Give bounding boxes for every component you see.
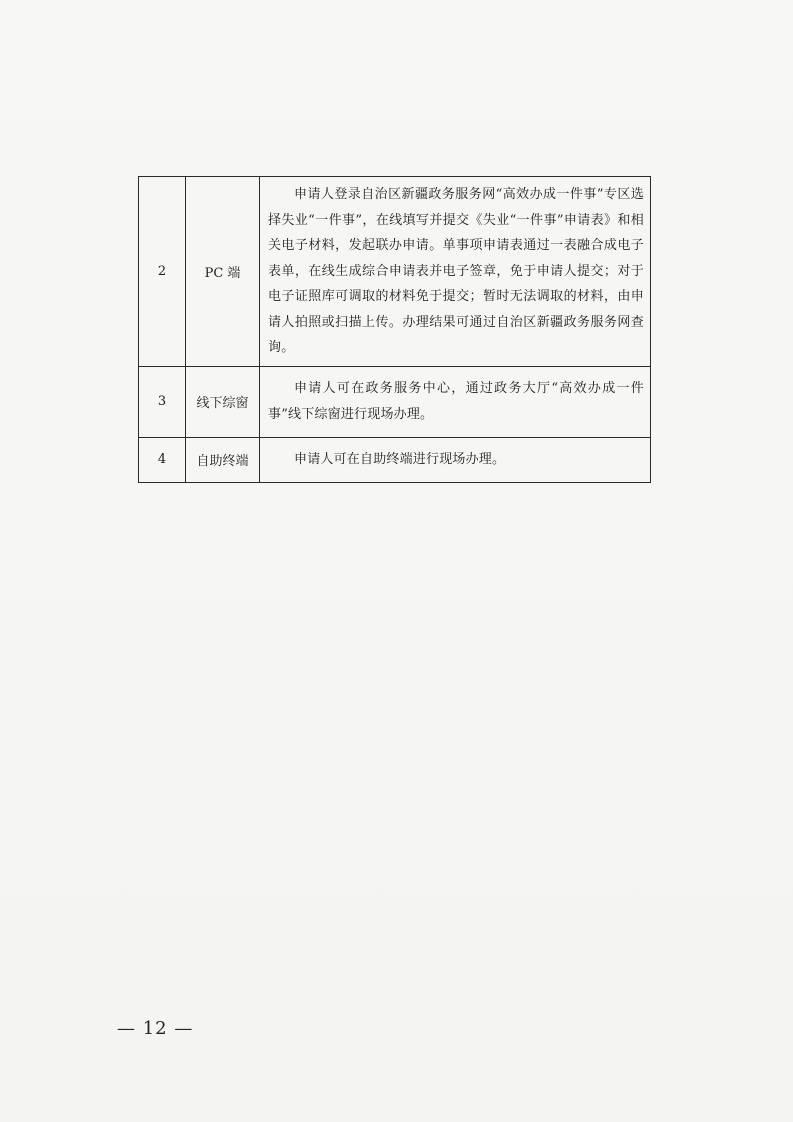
row-number-cell: 2 — [139, 177, 186, 367]
service-channel-table — [138, 176, 651, 483]
description-cell: 申请人可在政务服务中心，通过政务大厅“高效办成一件事”线下综窗进行现场办理。 — [260, 366, 651, 437]
channel-cell: PC 端 — [186, 177, 260, 367]
row-number-cell: 3 — [139, 366, 186, 437]
table-row — [139, 366, 651, 437]
page-number: — 12 — — [117, 1018, 194, 1039]
description-cell: 申请人可在自助终端进行现场办理。 — [260, 437, 651, 482]
description-cell: 申请人登录自治区新疆政务服务网“高效办成一件事”专区选择失业“一件事”，在线填写并提交《失业“一件事”申请表》和相关电子材料，发起联办申请。单事项申请表通过一表融合成电子表单，在线生成综合申请表并电子签章，免于申请人提交；对于电子证照库可调取的材料免于提交；暂时无法调取的材料，由申请人拍照或扫描上传。办理结果可通过自治区新疆政务服务网查询。 — [260, 177, 651, 367]
row-number-cell: 4 — [139, 437, 186, 482]
table-row — [139, 177, 651, 367]
channel-cell: 自助终端 — [186, 437, 260, 482]
channel-cell: 线下综窗 — [186, 366, 260, 437]
table-row — [139, 437, 651, 482]
